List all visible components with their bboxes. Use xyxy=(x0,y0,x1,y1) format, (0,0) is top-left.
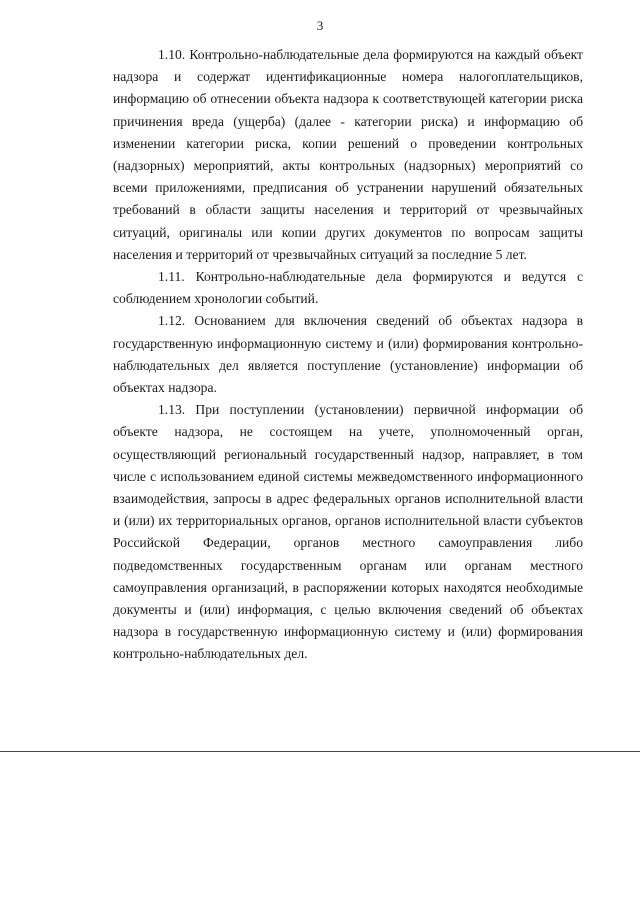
paragraph-1-13: 1.13. При поступлении (установлении) первичной информации об объекте надзора, не состоящем на учете, уполномоченный орган, осуществляющий региональный государственный надзор, направляет, в том числе с использованием единой системы межведомственного информационного взаимодействия, запросы в адрес федеральных органов исполнительной власти и (или) их территориальных органов, органов исполнительной власти субъектов Российской Федерации, органов местного самоуправления либо подведомственных государственным органам или органам местного самоуправления организаций, в распоряжении которых находятся необходимые документы и (или) информация, с целью включения сведений об объектах надзора в государственную информационную систему и (или) формирования контрольно-наблюдательных дел. xyxy=(113,402,583,662)
horizontal-rule xyxy=(0,751,640,752)
page-number: 3 xyxy=(316,18,324,33)
document-body xyxy=(113,44,583,666)
paragraph-1-12: 1.12. Основанием для включения сведений об объектах надзора в государственную информационную систему и (или) формирования контрольно-наблюдательных дел является поступление (установление) информации об объектах надзора. xyxy=(113,313,583,396)
paragraph-1-10: 1.10. Контрольно-наблюдательные дела формируются на каждый объект надзора и содержат идентификационные номера налогоплательщиков, информацию об отнесении объекта надзора к соответствующей категории риска причинения вреда (ущерба) (далее - категории риска) и информацию об изменении категории риска, копии решений о проведении контрольных (надзорных) мероприятий, акты контрольных (надзорных) мероприятий со всеми приложениями, предписания об устранении нарушений обязательных требований в области защиты населения и территорий от чрезвычайных ситуаций, оригиналы или копии других документов по вопросам защиты населения и территорий от чрезвычайных ситуаций за последние 5 лет. xyxy=(113,47,583,262)
paragraph-1-11: 1.11. Контрольно-наблюдательные дела формируются и ведутся с соблюдением хронологии событий. xyxy=(113,269,583,307)
